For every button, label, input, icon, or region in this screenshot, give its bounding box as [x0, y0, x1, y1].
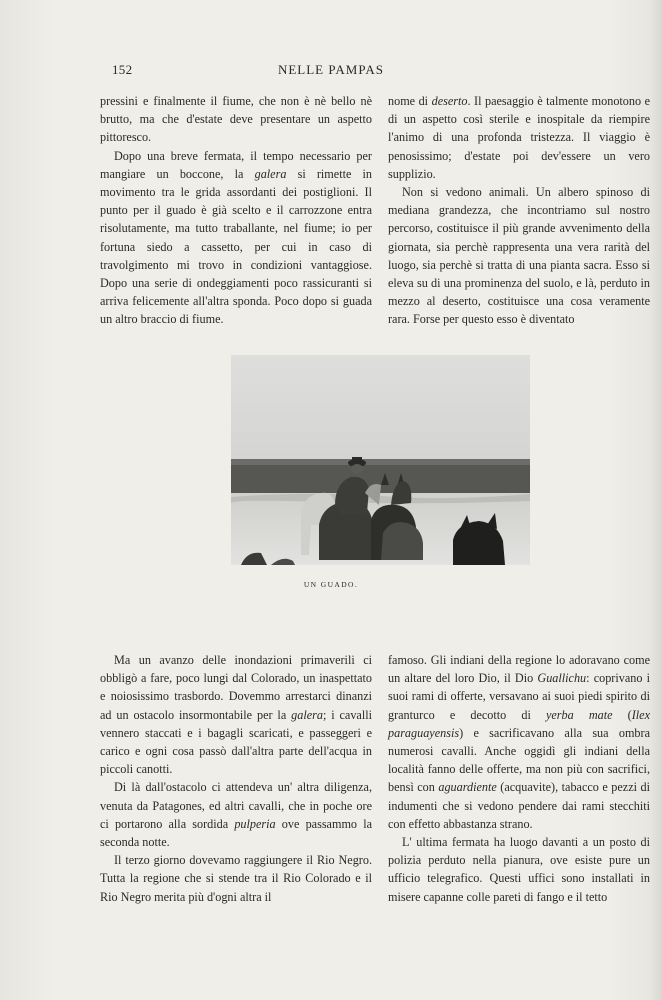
text-run: famoso. Gli indiani della regione lo adoravano come un altare del loro Dio, il Dio: [388, 653, 650, 686]
italic-run: Guallichu: [537, 671, 587, 686]
column-left-top: [100, 92, 372, 329]
page-number: 152: [112, 62, 133, 77]
running-title: NELLE PAMPAS: [277, 62, 385, 77]
photo-graphic: [231, 355, 530, 565]
paragraph: [100, 851, 372, 906]
text-run: : coprivano i suoi rami di offerte, versavano ai suoi piedi spirito di granturco e decotto di: [388, 671, 650, 722]
text-run: pressini e finalmente il fiume, che non è nè bello nè brutto, ma che d'estate deve presentare un aspetto pittoresco.: [100, 94, 372, 145]
column-left-bottom: [100, 651, 372, 906]
text-run: ) e sacrificavano alla sua ombra numerosi cavalli. Anche oggidì gli indiani della località fanno delle offerte, ma non più con sacrifici, bensì con: [388, 725, 650, 795]
text-run: Di là dall'ostacolo ci attendeva un' altra diligenza, venuta da Patagones, ed altri cavalli, che in poche ore ci portarono alla sordida: [100, 780, 372, 831]
italic-run: galera: [254, 166, 287, 181]
text-run: ove passammo la seconda notte.: [100, 816, 372, 850]
italic-run: pulperia: [234, 816, 276, 831]
italic-run: aguardiente: [438, 780, 497, 795]
text-run: Non si vedono animali. Un albero spinoso di mediana grandezza, che incontriamo sul nostro percorso, costituisce il più grande avvenimento della giornata, sia perchè rappresenta una vera rarità del luogo, sia perchè si tratta di una pianta sacra. Esso si eleva su di una prominenza del suolo, e là, perduto in mezzo al deserto, costituisce una cosa veramente rara. Forse per questo esso è diventato: [388, 185, 650, 327]
italic-run: galera: [291, 707, 323, 722]
photo-river-crossing: [231, 355, 530, 565]
text-run: nome di: [388, 94, 432, 108]
page-edge-shadow: [650, 0, 662, 1000]
paragraph: [388, 183, 650, 329]
paragraph: [388, 92, 650, 183]
text-run: (: [612, 707, 632, 722]
text-run: (acquavite), tabacco e pezzi di indumenti che si vedono pendere dai rami stecchiti con effetto abbastanza strano.: [388, 780, 650, 831]
text-run: ; i cavalli vennero staccati e i bagagli scaricati, e passeggeri e carico e ogni cosa passò dall'altra parte dell'acqua in piccoli canotti.: [100, 707, 372, 777]
italic-run: yerba mate: [545, 707, 613, 722]
paragraph: [100, 147, 372, 329]
text-run: . Il paesaggio è talmente monotono e di un aspetto così sterile e inospitale da riempire l'animo di una profonda tristezza. Il viaggio è penosissimo; d'estate poi dev'essere un vero supplizio.: [388, 94, 650, 181]
paragraph: [100, 92, 372, 147]
italic-run: Ilex paraguayensis: [388, 707, 650, 740]
column-right-top: [388, 92, 650, 329]
text-run: Dopo una breve fermata, il tempo necessario per mangiare un boccone, la: [100, 148, 372, 181]
italic-run: deserto: [431, 94, 468, 108]
figure-caption: UN GUADO.: [303, 580, 359, 589]
paragraph: [100, 778, 372, 851]
paragraph: [100, 651, 372, 778]
text-run: L' ultima fermata ha luogo davanti a un posto di polizia perduto nella pianura, ove esiste pure un ufficio telegrafico. Questi uffici sono installati in misere capanne colle pareti di fango e il tetto: [388, 835, 650, 904]
text-run: Ma un avanzo delle inondazioni primaverili ci obbligò a fare, poco lungi dal Colorado, un inaspettato e noiosissimo trasbordo. Dovemmo arrestarci dinanzi ad un ostacolo insormontabile per la: [100, 653, 372, 722]
text-run: si rimette in movimento tra le grida assordanti dei postiglioni. Il punto per il guado è già scelto e il carrozzone entra risolutamente, ma tutto traballante, nel fiume; io per fortuna siedo a cassetto, per cui in caso di travolgimento mi trovo in condizioni vantaggiose. Dopo una serie di ondeggiamenti poco rassicuranti si arriva felicemente all'altra sponda. Poco dopo si guada un altro braccio di fiume.: [100, 166, 373, 327]
text-run: Il terzo giorno dovevamo raggiungere il Rio Negro. Tutta la regione che si stende tra il Rio Colorado e il Rio Negro merita più d'ogni altra il: [100, 853, 372, 904]
paragraph: [388, 833, 650, 906]
paragraph: [388, 651, 650, 833]
column-right-bottom: [388, 651, 650, 906]
